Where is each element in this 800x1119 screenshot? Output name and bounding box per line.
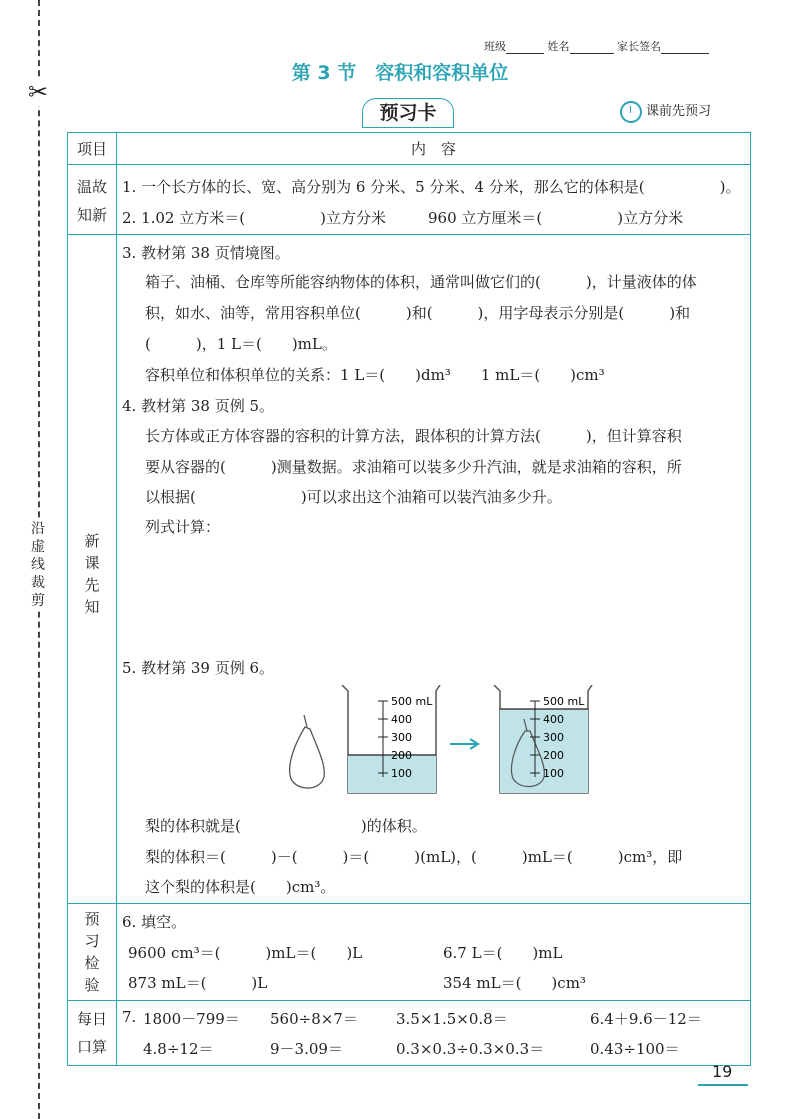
row-label-new-lesson: 新 课 先 知 — [84, 532, 100, 616]
scale-label: 200 — [391, 749, 412, 762]
page-number-underline — [698, 1084, 748, 1086]
row-label-check: 预 习 检 验 — [84, 910, 100, 994]
q6-a: 9600 cm³＝( )mL＝( )L — [128, 944, 363, 962]
clock-icon — [620, 101, 642, 123]
scale-label: 400 — [391, 713, 412, 726]
q4-calc-label: 列式计算： — [145, 518, 221, 536]
q3-title: 3. 教材第 38 页情境图。 — [122, 244, 290, 262]
q6-title: 6. 填空。 — [122, 913, 187, 931]
pear-icon — [290, 715, 325, 788]
page-number: 19 — [712, 1062, 733, 1081]
table-divider — [67, 234, 751, 235]
scale-label: 300 — [391, 731, 412, 744]
mental-item: 4.8÷12＝ — [143, 1040, 214, 1058]
pre-study-badge: 课前先预习 — [620, 100, 711, 123]
class-blank — [506, 41, 544, 54]
scale-label: 200 — [543, 749, 564, 762]
table-divider — [67, 1000, 751, 1001]
class-field: 班级 姓名 家长签名 — [484, 38, 709, 54]
q4-line3: 以根据( )可以求出这个油箱可以装汽油多少升。 — [145, 488, 562, 506]
q3-line4: 容积单位和体积单位的关系：1 L＝( )dm³ 1 mL＝( )cm³ — [145, 366, 605, 384]
q3-line3: ( )，1 L＝( )mL。 — [145, 335, 337, 353]
q5-title: 5. 教材第 39 页例 6。 — [122, 659, 275, 677]
section-title: 第 3 节 容积和容积单位 — [291, 62, 509, 84]
q4-line2: 要从容器的( )测量数据。求油箱可以装多少升汽油，就是求油箱的容积，所 — [145, 458, 682, 476]
scale-label: 400 — [543, 713, 564, 726]
scale-label: 500 mL — [543, 695, 585, 708]
scale-label: 500 mL — [391, 695, 433, 708]
q4-line1: 长方体或正方体容器的容积的计算方法，跟体积的计算方法( )，但计算容积 — [145, 427, 682, 445]
q3-line2: 积，如水、油等，常用容积单位( )和( )，用字母表示分别是( )和 — [145, 304, 691, 322]
measuring-cup-before — [342, 685, 440, 793]
scissors-icon: ✂ — [28, 78, 49, 106]
q6-d: 354 mL＝( )cm³ — [443, 974, 586, 992]
pear-measurement-figure — [280, 685, 610, 801]
scale-label: 100 — [543, 767, 564, 780]
header-content: 内 容 — [410, 140, 456, 158]
q5-line1: 梨的体积就是( )的体积。 — [145, 817, 427, 835]
name-blank — [570, 41, 614, 54]
mental-item: 0.3×0.3÷0.3×0.3＝ — [396, 1040, 545, 1058]
measuring-cup-after — [494, 685, 592, 793]
parent-sign-blank — [661, 41, 709, 54]
mental-item: 560÷8×7＝ — [270, 1010, 358, 1028]
scale-label: 100 — [391, 767, 412, 780]
mental-item: 9－3.09＝ — [270, 1040, 343, 1058]
review-q2b: 960 立方厘米＝( )立方分米 — [428, 209, 684, 227]
q7-label: 7. — [122, 1008, 137, 1026]
scale-label: 300 — [543, 731, 564, 744]
review-q2a: 2. 1.02 立方米＝( )立方分米 — [122, 209, 386, 227]
row-label-review: 温故 知新 — [76, 178, 107, 224]
header-item: 项目 — [76, 140, 107, 158]
q5-line2: 梨的体积＝( )－( )＝( )(mL)，( )mL＝( )cm³，即 — [145, 848, 683, 866]
table-divider — [67, 164, 751, 165]
review-q1: 1. 一个长方体的长、宽、高分别为 6 分米、5 分米、4 分米，那么它的体积是( )。 — [122, 178, 741, 196]
mental-item: 0.43÷100＝ — [590, 1040, 680, 1058]
mental-item: 1800－799＝ — [143, 1010, 240, 1028]
q6-c: 873 mL＝( )L — [128, 974, 268, 992]
card-title: 预习卡 — [362, 98, 454, 128]
q5-line3: 这个梨的体积是( )cm³。 — [145, 878, 336, 896]
cut-instruction: 沿虚线裁剪 — [28, 520, 48, 610]
row-label-mental: 每日 口算 — [76, 1010, 107, 1056]
mental-item: 6.4＋9.6－12＝ — [590, 1010, 702, 1028]
table-divider — [67, 903, 751, 904]
q4-title: 4. 教材第 38 页例 5。 — [122, 397, 275, 415]
q6-b: 6.7 L＝( )mL — [443, 944, 563, 962]
right-arrow-icon — [450, 739, 478, 749]
mental-item: 3.5×1.5×0.8＝ — [396, 1010, 508, 1028]
q3-line1: 箱子、油桶、仓库等所能容纳物体的体积，通常叫做它们的( )，计量液体的体 — [145, 273, 697, 291]
